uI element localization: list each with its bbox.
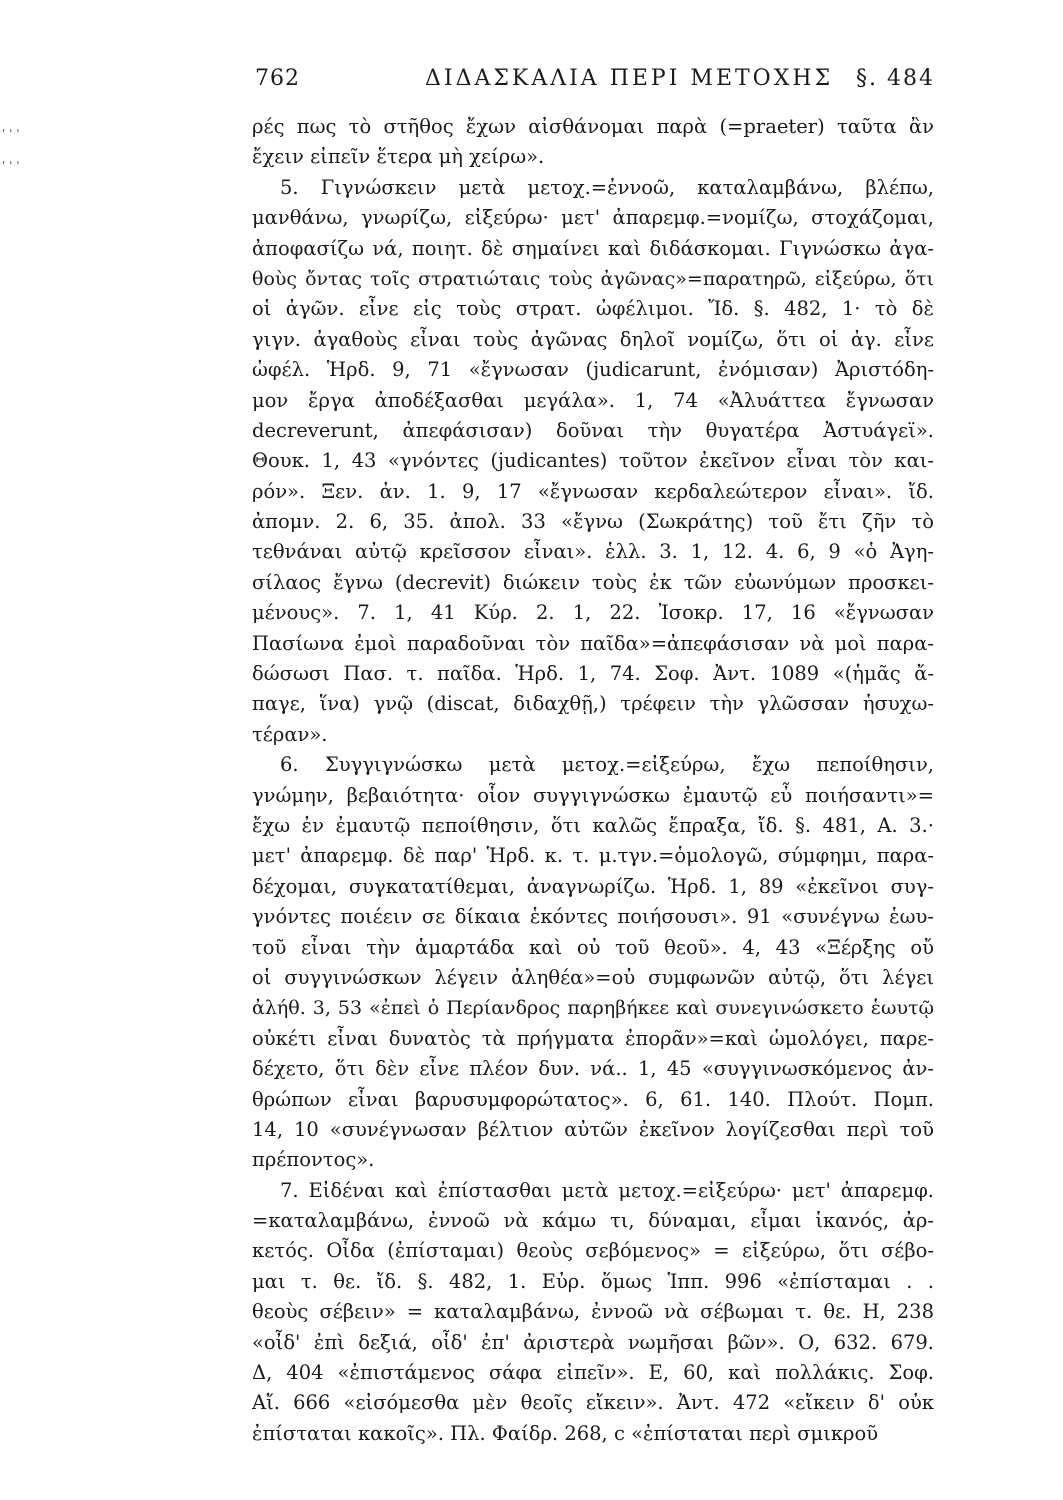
text-line: μετ' ἀπαρεμφ. δὲ παρ' Ἡρδ. κ. τ. μ.τγν.=ὁμολογῶ, σύμφημι, παρα-: [252, 844, 934, 868]
text-line: =καταλαμβάνω, ἐννοῶ νὰ κάμω τι, δύναμαι, εἶμαι ἱκανός, ἀρ-: [252, 1209, 934, 1233]
text-line: μένους». 7. 1, 41 Κύρ. 2. 1, 22. Ἰσοκρ. 17, 16 «ἔγνωσαν: [252, 601, 934, 625]
text-line: decreverunt, ἀπεφάσισαν) δοῦναι τὴν θυγατέρα Ἀστυάγεϊ».: [252, 418, 934, 442]
text-line: δέχετο, ὅτι δὲν εἶνε πλέον δυν. νά.. 1, 45 «συγγινωσκόμενος ἀν-: [252, 1057, 934, 1081]
text-line: ὠφέλ. Ἡρδ. 9, 71 «ἔγνωσαν (judicarunt, ἐνόμισαν) Ἀριστόδη-: [252, 358, 934, 382]
text-line: ἀλήθ. 3, 53 «ἐπεὶ ὁ Περίανδρος παρηβήκεε καὶ συνεγινώσκετο ἑωυτῷ: [252, 997, 934, 1020]
text-line: Αἴ. 666 «εἰσόμεσθα μὲν θεοῖς εἴκειν». Ἀντ. 472 «εἴκειν δ' οὐκ: [252, 1391, 934, 1415]
text-line: τέραν».: [252, 722, 328, 746]
text-line: κετός. Οἶδα (ἐπίσταμαι) θεοὺς σεβόμενος» = εἰξεύρω, ὅτι σέβο-: [252, 1239, 934, 1263]
body-text: [252, 112, 934, 1449]
text-line: τεθνάναι αὐτῷ κρεῖσσον εἶναι». ἑλλ. 3. 1, 12. 4. 6, 9 «ὁ Ἀγη-: [252, 540, 934, 564]
text-line: θεοὺς σέβειν» = καταλαμβάνω, ἐννοῶ νὰ σέβωμαι τ. θε. Η, 238: [252, 1300, 934, 1324]
text-line: τοῦ εἶναι τὴν ἁμαρτάδα καὶ οὐ τοῦ θεοῦ». 4, 43 «Ξέρξης οὔ: [252, 935, 934, 959]
text-line: 7. Εἰδέναι καὶ ἐπίστασθαι μετὰ μετοχ.=εἰξεύρω· μετ' ἀπαρεμφ.: [280, 1178, 934, 1202]
text-line: Πασίωνα ἐμοὶ παραδοῦναι τὸν παῖδα»=ἀπεφάσισαν νὰ μοὶ παρα-: [252, 631, 934, 655]
section-number: §. 484: [856, 66, 935, 91]
text-line: θρώπων εἶναι βαρυσυμφορώτατος». 6, 61. 140. Πλούτ. Πομπ.: [252, 1087, 934, 1111]
page-number: 762: [255, 66, 300, 91]
text-line: γνόντες ποιέειν σε δίκαια ἑκόντες ποιήσουσι». 91 «συνέγνω ἑωυ-: [252, 905, 934, 929]
text-line: Θουκ. 1, 43 «γνόντες (judicantes) τοῦτον ἐκεῖνον εἶναι τὸν και-: [252, 449, 934, 473]
text-line: ἔχειν εἰπεῖν ἕτερα μὴ χείρω».: [252, 145, 545, 169]
text-line: παγε, ἵνα) γνῷ (discat, διδαχθῇ,) τρέφειν τὴν γλῶσσαν ἡσυχω-: [252, 692, 934, 716]
running-title: ΔΙΔΑΣΚΑΛΙΑ ΠΕΡΙ ΜΕΤΟΧΗΣ: [425, 66, 834, 91]
text-line: οὐκέτι εἶναι δυνατὸς τὰ πρήγματα ἐπορᾶν»=καὶ ὡμολόγει, παρε-: [252, 1026, 934, 1050]
text-line: ἀπομν. 2. 6, 35. ἀπολ. 33 «ἔγνω (Σωκράτης) τοῦ ἔτι ζῆν τὸ: [252, 510, 934, 534]
text-line: 6. Συγγιγνώσκω μετὰ μετοχ.=εἰξεύρω, ἔχω πεποίθησιν,: [280, 753, 934, 777]
text-line: θοὺς ὄντας τοῖς στρατιώταις τοὺς ἀγῶνας»=παρατηρῶ, εἰξεύρω, ὅτι: [252, 267, 934, 290]
text-line: Δ, 404 «ἐπιστάμενος σάφα εἰπεῖν». Ε, 60, καὶ πολλάκις. Σοφ.: [252, 1361, 934, 1385]
text-line: ἔχω ἐν ἐμαυτῷ πεποίθησιν, ὅτι καλῶς ἔπραξα, ἴδ. §. 481, Α. 3.·: [252, 813, 934, 837]
margin-mark: ' ' ': [2, 159, 20, 173]
text-line: ἐπίσταται κακοῖς». Πλ. Φαίδρ. 268, c «ἐπίσταται περὶ σμικροῦ: [252, 1421, 879, 1445]
text-line: ἀποφασίζω νά, ποιητ. δὲ σημαίνει καὶ διδάσκομαι. Γιγνώσκω ἀγα-: [252, 236, 934, 260]
text-line: 14, 10 «συνέγνωσαν βέλτιον αὐτῶν ἐκεῖνον λογίζεσθαι περὶ τοῦ: [252, 1117, 934, 1141]
text-line: ρές πως τὸ στῆθος ἔχων αἰσθάνομαι παρὰ (=praeter) ταῦτα ἂν: [252, 115, 934, 138]
text-line: γνώμην, βεβαιότητα· οἷον συγγιγνώσκω ἐμαυτῷ εὖ ποιήσαντι»=: [252, 783, 934, 807]
text-line: οἱ ἀγῶν. εἶνε εἰς τοὺς στρατ. ὠφέλιμοι. Ἴδ. §. 482, 1· τὸ δὲ: [252, 297, 934, 321]
margin-marks: [2, 118, 20, 182]
text-line: οἱ συγγινώσκων λέγειν ἀληθέα»=οὐ συμφωνῶν αὐτῷ, ὅτι λέγει: [252, 965, 934, 989]
text-line: δέχομαι, συγκατατίθεμαι, ἀναγνωρίζω. Ἡρδ. 1, 89 «ἐκεῖνοι συγ-: [252, 874, 934, 898]
running-header: [255, 66, 935, 100]
text-line: πρέποντος».: [252, 1148, 375, 1172]
text-line: μαι τ. θε. ἴδ. §. 482, 1. Εὐρ. ὅμως Ἱππ. 996 «ἐπίσταμαι . .: [252, 1269, 934, 1293]
text-line: 5. Γιγνώσκειν μετὰ μετοχ.=ἐννοῶ, καταλαμβάνω, βλέπω,: [280, 175, 934, 199]
margin-mark: ' ' ': [2, 127, 20, 141]
text-line: μανθάνω, γνωρίζω, εἰξεύρω· μετ' ἀπαρεμφ.=νομίζω, στοχάζομαι,: [252, 206, 934, 230]
text-line: μον ἔργα ἀποδέξασθαι μεγάλα». 1, 74 «Ἀλυάττεα ἔγνωσαν: [252, 388, 934, 412]
text-line: γιγν. ἀγαθοὺς εἶναι τοὺς ἀγῶνας δηλοῖ νομίζω, ὅτι οἱ ἀγ. εἶνε: [252, 327, 934, 351]
text-line: σίλαος ἔγνω (decrevit) διώκειν τοὺς ἐκ τῶν εὐωνύμων προσκει-: [252, 570, 934, 594]
text-line: «οἶδ' ἐπὶ δεξιά, οἶδ' ἐπ' ἀριστερὰ νωμῆσαι βῶν». Ο, 632. 679.: [252, 1330, 934, 1354]
text-line: δώσωσι Πασ. τ. παῖδα. Ἡρδ. 1, 74. Σοφ. Ἀντ. 1089 «(ἡμᾶς ἄ-: [252, 662, 934, 686]
text-line: ρόν». Ξεν. ἀν. 1. 9, 17 «ἔγνωσαν κερδαλεώτερον εἶναι». ἴδ.: [252, 479, 934, 503]
